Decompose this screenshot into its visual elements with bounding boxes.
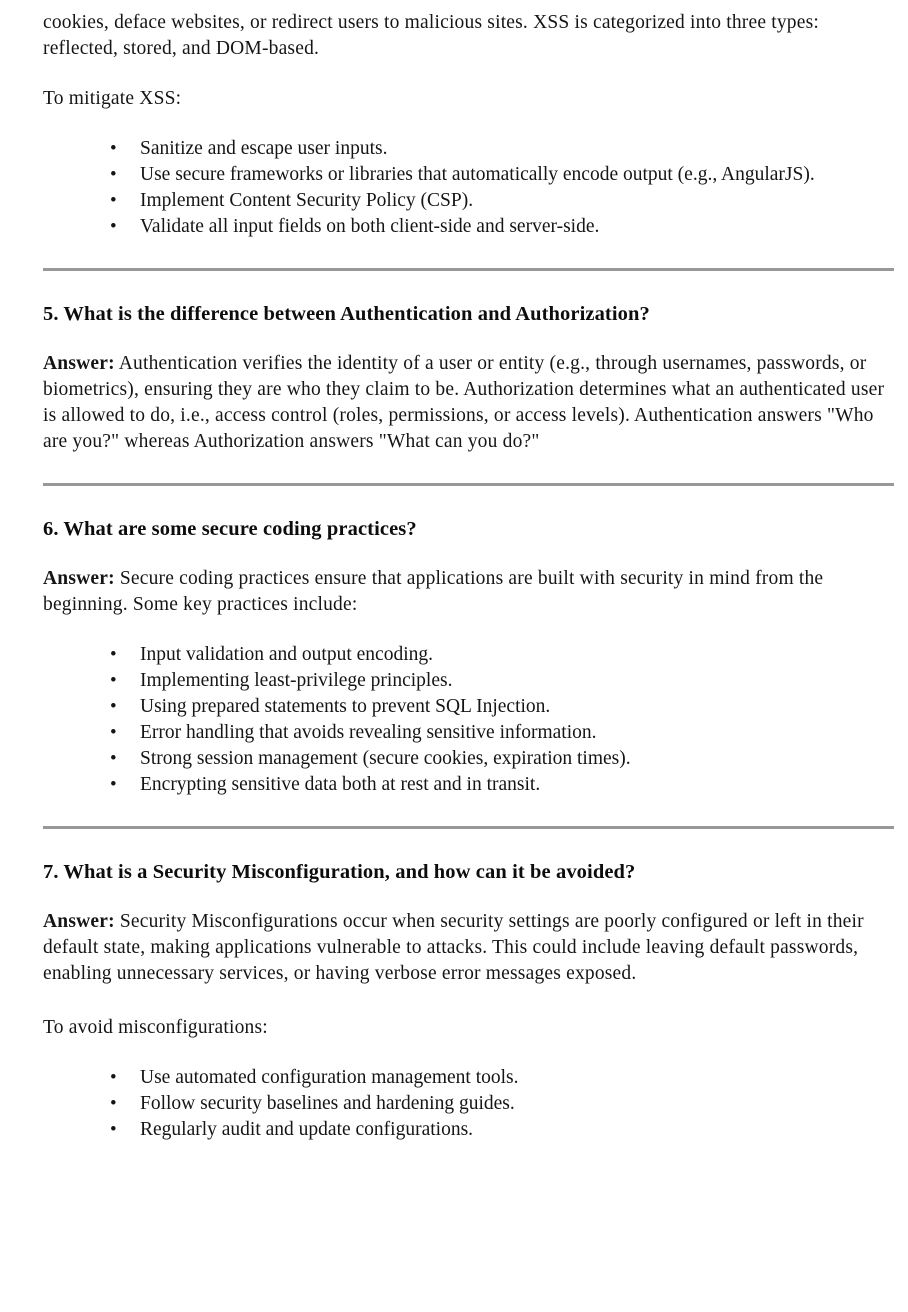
intro-lead-in: To mitigate XSS: xyxy=(43,88,182,109)
intro-bullet-list xyxy=(43,136,894,240)
list-item-label: Input validation and output encoding. xyxy=(140,644,433,665)
spacer xyxy=(43,798,894,826)
bullet-icon: • xyxy=(110,1119,117,1140)
answer-label: Answer: xyxy=(43,568,115,589)
list-item xyxy=(110,162,894,188)
section-7-bullet-list xyxy=(43,1065,894,1143)
bullet-icon: • xyxy=(110,644,117,665)
list-item xyxy=(110,642,894,668)
list-item-label: Use automated configuration management tools. xyxy=(140,1067,519,1088)
list-item-label: Error handling that avoids revealing sensitive information. xyxy=(140,722,597,743)
section-7-lead-in: To avoid misconfigurations: xyxy=(43,1017,268,1038)
list-item xyxy=(110,1117,894,1143)
list-item xyxy=(110,1065,894,1091)
list-item xyxy=(110,188,894,214)
spacer xyxy=(43,1041,894,1065)
list-item-label: Strong session management (secure cookies, expiration times). xyxy=(140,748,631,769)
bullet-icon: • xyxy=(110,190,117,211)
bullet-icon: • xyxy=(110,164,117,185)
spacer xyxy=(43,829,894,859)
section-heading-6: 6. What are some secure coding practices? xyxy=(43,518,417,540)
spacer xyxy=(43,455,894,483)
answer-label: Answer: xyxy=(43,911,115,932)
section-answer-7 xyxy=(43,909,894,987)
list-item xyxy=(110,772,894,798)
bullet-icon: • xyxy=(110,696,117,717)
list-item-label: Implement Content Security Policy (CSP). xyxy=(140,190,474,211)
bullet-icon: • xyxy=(110,748,117,769)
bullet-icon: • xyxy=(110,216,117,237)
spacer xyxy=(43,885,894,909)
intro-continued-paragraph: cookies, deface websites, or redirect users to malicious sites. XSS is categorized into three types: reflected, stored, and DOM-based. xyxy=(43,12,819,59)
bullet-icon: • xyxy=(110,670,117,691)
spacer xyxy=(43,327,894,351)
list-item-label: Encrypting sensitive data both at rest and in transit. xyxy=(140,774,541,795)
list-item xyxy=(110,746,894,772)
list-item xyxy=(110,214,894,240)
spacer xyxy=(43,618,894,642)
section-heading-5: 5. What is the difference between Authentication and Authorization? xyxy=(43,303,650,325)
spacer xyxy=(43,62,894,86)
list-item xyxy=(110,668,894,694)
list-item xyxy=(110,136,894,162)
bullet-icon: • xyxy=(110,1067,117,1088)
answer-text: Authentication verifies the identity of a user or entity (e.g., through usernames, passwords, or biometrics), ensuring they are who they claim to be. Authorization determines what an authenticated user is allowed to do, i.e., access control (roles, permissions, or access levels). Authentication answers "Who are you?" whereas Authorization answers "What can you do?" xyxy=(43,353,885,452)
bullet-icon: • xyxy=(110,138,117,159)
list-item-label: Implementing least-privilege principles. xyxy=(140,670,453,691)
list-item-label: Use secure frameworks or libraries that automatically encode output (e.g., AngularJS). xyxy=(140,164,815,185)
spacer xyxy=(43,486,894,516)
section-answer-5 xyxy=(43,351,894,455)
list-item-label: Regularly audit and update configurations. xyxy=(140,1119,474,1140)
answer-text: Secure coding practices ensure that applications are built with security in mind from the beginning. Some key practices include: xyxy=(43,568,824,615)
bullet-icon: • xyxy=(110,774,117,795)
document-content xyxy=(43,10,894,1143)
answer-text: Security Misconfigurations occur when security settings are poorly configured or left in their default state, making applications vulnerable to attacks. This could include leaving default passwords, enabling unnecessary services, or having verbose error messages exposed. xyxy=(43,911,864,984)
bullet-icon: • xyxy=(110,1093,117,1114)
list-item-label: Using prepared statements to prevent SQL Injection. xyxy=(140,696,551,717)
list-item-label: Validate all input fields on both client-side and server-side. xyxy=(140,216,600,237)
bullet-icon: • xyxy=(110,722,117,743)
spacer xyxy=(43,240,894,268)
list-item-label: Follow security baselines and hardening guides. xyxy=(140,1093,515,1114)
list-item-label: Sanitize and escape user inputs. xyxy=(140,138,388,159)
spacer xyxy=(43,542,894,566)
spacer xyxy=(43,271,894,301)
list-item xyxy=(110,1091,894,1117)
spacer xyxy=(43,987,894,1015)
list-item xyxy=(110,720,894,746)
section-6-bullet-list xyxy=(43,642,894,798)
list-item xyxy=(110,694,894,720)
section-heading-7: 7. What is a Security Misconfiguration, and how can it be avoided? xyxy=(43,861,636,883)
answer-label: Answer: xyxy=(43,353,115,374)
spacer xyxy=(43,112,894,136)
section-answer-6 xyxy=(43,566,894,618)
